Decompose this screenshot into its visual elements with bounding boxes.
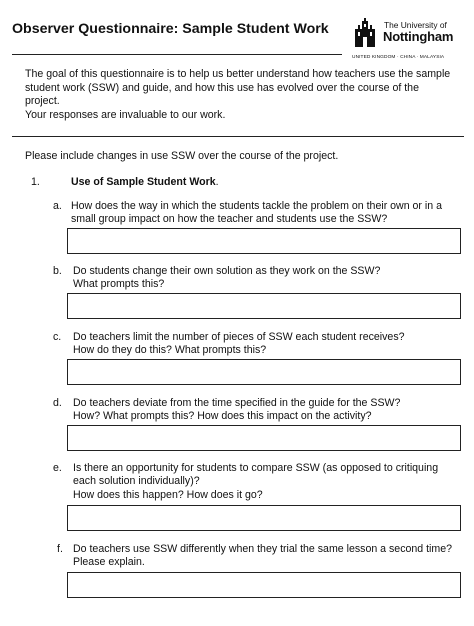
question-d-text xyxy=(73,397,463,424)
question-d-line-1: Do teachers deviate from the time specified in the guide for the SSW? xyxy=(73,397,401,409)
question-b-text xyxy=(73,265,463,292)
university-logo xyxy=(352,17,462,59)
section-title-bold: Use of Sample Student Work xyxy=(71,176,216,188)
question-f-line-1: Do teachers use SSW differently when they trial the same lesson a second time? xyxy=(73,543,453,555)
answer-box-b[interactable] xyxy=(67,293,461,319)
logo-nottingham: Nottingham xyxy=(383,29,454,44)
question-c-letter: c. xyxy=(53,331,62,343)
question-c-line-1: Do teachers limit the number of pieces of SSW each student receives? xyxy=(73,331,405,343)
answer-box-a[interactable] xyxy=(67,228,461,254)
page-title: Observer Questionnaire: Sample Student Work xyxy=(12,21,329,37)
question-f-text xyxy=(73,543,463,570)
answer-box-c[interactable] xyxy=(67,359,461,385)
question-e-line-1: Is there an opportunity for students to compare SSW (as opposed to critiquing each solution individually)? xyxy=(73,462,439,488)
logo-tagline: UNITED KINGDOM · CHINA · MALAYSIA xyxy=(352,55,445,60)
question-b-letter: b. xyxy=(53,265,62,277)
question-e-text xyxy=(73,462,463,502)
question-d-line-2: How? What prompts this? How does this impact on the activity? xyxy=(73,410,372,423)
logo-university-of: The University of xyxy=(384,20,447,30)
question-b-line-1: Do students change their own solution as they work on the SSW? xyxy=(73,265,381,277)
answer-box-e[interactable] xyxy=(67,505,461,531)
instruction-text: Please include changes in use SSW over the course of the project. xyxy=(25,150,339,162)
answer-box-f[interactable] xyxy=(67,572,461,598)
question-a-text xyxy=(71,200,461,227)
intro-paragraph xyxy=(25,68,455,123)
section-number: 1. xyxy=(31,176,40,188)
question-b-line-2: What prompts this? xyxy=(73,278,165,291)
question-c-text xyxy=(73,331,463,358)
intro-line-2: Your responses are invaluable to our work. xyxy=(25,109,226,122)
question-e-letter: e. xyxy=(53,462,62,474)
question-d-letter: d. xyxy=(53,397,62,409)
question-a-line-1: How does the way in which the students tackle the problem on their own or in a small group impact on how the teacher and students use the SSW? xyxy=(71,200,442,226)
question-a-letter: a. xyxy=(53,200,62,212)
question-f-line-2: Please explain. xyxy=(73,556,145,569)
intro-line-1: The goal of this questionnaire is to help us better understand how teachers use the sample student work (SSW) and guide, and how this use has evolved over the course of the project. xyxy=(25,68,451,108)
section-divider xyxy=(12,136,464,137)
header-divider xyxy=(12,54,342,55)
question-c-line-2: How do they do this? What prompts this? xyxy=(73,344,267,357)
castle-crest-icon xyxy=(352,17,378,49)
question-e-line-2: How does this happen? How does it go? xyxy=(73,488,263,501)
section-title-suffix: . xyxy=(215,176,219,188)
section-title xyxy=(71,176,219,188)
question-f-letter: f. xyxy=(57,543,63,555)
answer-box-d[interactable] xyxy=(67,425,461,451)
